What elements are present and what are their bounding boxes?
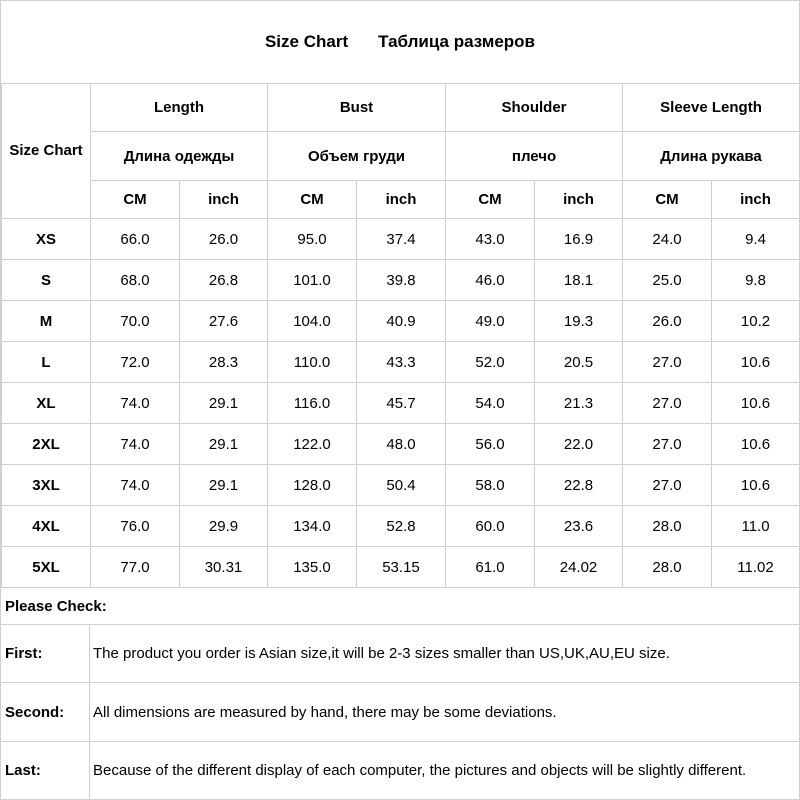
measurement-cell: 54.0 [446, 383, 535, 424]
page-title [1, 1, 799, 84]
measurement-cell: 95.0 [268, 219, 357, 260]
measurement-cell: 27.6 [180, 301, 268, 342]
measurement-cell: 26.0 [623, 301, 712, 342]
size-label: XL [2, 383, 91, 424]
measurement-cell: 28.0 [623, 506, 712, 547]
measurement-cell: 66.0 [91, 219, 180, 260]
table-row [2, 219, 800, 260]
measurement-cell: 50.4 [357, 465, 446, 506]
size-table [1, 83, 800, 588]
measurement-cell: 45.7 [357, 383, 446, 424]
measurement-cell: 10.6 [712, 424, 800, 465]
measurement-cell: 76.0 [91, 506, 180, 547]
measurement-cell: 128.0 [268, 465, 357, 506]
size-label: 3XL [2, 465, 91, 506]
measurement-cell: 18.1 [535, 260, 623, 301]
measurement-cell: 19.3 [535, 301, 623, 342]
table-row [2, 506, 800, 547]
note-text: Because of the different display of each computer, the pictures and objects will be slightly different. [93, 762, 747, 779]
measurement-cell: 27.0 [623, 465, 712, 506]
size-label: L [2, 342, 91, 383]
measurement-cell: 37.4 [357, 219, 446, 260]
measurement-cell: 49.0 [446, 301, 535, 342]
measurement-cell: 72.0 [91, 342, 180, 383]
measurement-cell: 60.0 [446, 506, 535, 547]
header-shoulder: Shoulder [446, 84, 623, 132]
note-label: Second: [1, 683, 90, 741]
notes-heading: Please Check: [1, 588, 799, 625]
header-bust-ru: Объем груди [268, 132, 446, 181]
measurement-cell: 10.6 [712, 342, 800, 383]
measurement-cell: 39.8 [357, 260, 446, 301]
measurement-cell: 11.02 [712, 547, 800, 588]
header-shoulder-ru: плечо [446, 132, 623, 181]
measurement-cell: 56.0 [446, 424, 535, 465]
unit-cm: CM [446, 181, 535, 219]
measurement-cell: 29.9 [180, 506, 268, 547]
measurement-cell: 22.0 [535, 424, 623, 465]
size-label: 4XL [2, 506, 91, 547]
measurement-cell: 101.0 [268, 260, 357, 301]
measurement-cell: 134.0 [268, 506, 357, 547]
measurement-cell: 10.2 [712, 301, 800, 342]
measurement-cell: 23.6 [535, 506, 623, 547]
measurement-cell: 53.15 [357, 547, 446, 588]
measurement-cell: 70.0 [91, 301, 180, 342]
header-row-russian [2, 132, 800, 181]
header-row-units [2, 181, 800, 219]
note-text: All dimensions are measured by hand, there may be some deviations. [93, 703, 557, 721]
corner-label: Size Chart [2, 84, 91, 219]
note-last [1, 742, 799, 799]
table-row [2, 547, 800, 588]
measurement-cell: 43.0 [446, 219, 535, 260]
measurement-cell: 10.6 [712, 465, 800, 506]
measurement-cell: 43.3 [357, 342, 446, 383]
unit-cm: CM [623, 181, 712, 219]
measurement-cell: 21.3 [535, 383, 623, 424]
measurement-cell: 40.9 [357, 301, 446, 342]
measurement-cell: 16.9 [535, 219, 623, 260]
measurement-cell: 135.0 [268, 547, 357, 588]
measurement-cell: 28.0 [623, 547, 712, 588]
measurement-cell: 61.0 [446, 547, 535, 588]
size-label: XS [2, 219, 91, 260]
notes-section [1, 588, 799, 799]
unit-inch: inch [535, 181, 623, 219]
measurement-cell: 116.0 [268, 383, 357, 424]
measurement-cell: 77.0 [91, 547, 180, 588]
size-label: 2XL [2, 424, 91, 465]
size-label: M [2, 301, 91, 342]
measurement-cell: 29.1 [180, 424, 268, 465]
unit-inch: inch [712, 181, 800, 219]
measurement-cell: 52.8 [357, 506, 446, 547]
measurement-cell: 24.02 [535, 547, 623, 588]
measurement-cell: 68.0 [91, 260, 180, 301]
measurement-cell: 27.0 [623, 424, 712, 465]
measurement-cell: 29.1 [180, 383, 268, 424]
measurement-cell: 122.0 [268, 424, 357, 465]
measurement-cell: 20.5 [535, 342, 623, 383]
unit-cm: CM [268, 181, 357, 219]
measurement-cell: 25.0 [623, 260, 712, 301]
measurement-cell: 11.0 [712, 506, 800, 547]
measurement-cell: 22.8 [535, 465, 623, 506]
note-first [1, 625, 799, 683]
measurement-cell: 74.0 [91, 424, 180, 465]
measurement-cell: 29.1 [180, 465, 268, 506]
table-row [2, 383, 800, 424]
measurement-cell: 48.0 [357, 424, 446, 465]
note-text: The product you order is Asian size,it will be 2-3 sizes smaller than US,UK,AU,EU size. [93, 645, 670, 662]
note-label: Last: [1, 742, 90, 799]
measurement-cell: 26.0 [180, 219, 268, 260]
table-row [2, 424, 800, 465]
size-label: 5XL [2, 547, 91, 588]
measurement-cell: 9.8 [712, 260, 800, 301]
header-length: Length [91, 84, 268, 132]
measurement-cell: 26.8 [180, 260, 268, 301]
measurement-cell: 74.0 [91, 465, 180, 506]
measurement-cell: 58.0 [446, 465, 535, 506]
unit-cm: CM [91, 181, 180, 219]
size-label: S [2, 260, 91, 301]
header-length-ru: Длина одежды [91, 132, 268, 181]
table-row [2, 301, 800, 342]
title-english: Size Chart [264, 32, 349, 51]
header-sleeve-length-ru: Длина рукава [623, 132, 800, 181]
measurement-cell: 46.0 [446, 260, 535, 301]
measurement-cell: 110.0 [268, 342, 357, 383]
measurement-cell: 74.0 [91, 383, 180, 424]
title-russian: Таблица размеров [378, 32, 536, 51]
measurement-cell: 104.0 [268, 301, 357, 342]
table-row [2, 465, 800, 506]
measurement-cell: 9.4 [712, 219, 800, 260]
measurement-cell: 30.31 [180, 547, 268, 588]
measurement-cell: 27.0 [623, 342, 712, 383]
header-sleeve-length: Sleeve Length [623, 84, 800, 132]
header-bust: Bust [268, 84, 446, 132]
unit-inch: inch [180, 181, 268, 219]
measurement-cell: 10.6 [712, 383, 800, 424]
table-row [2, 260, 800, 301]
table-row [2, 342, 800, 383]
unit-inch: inch [357, 181, 446, 219]
measurement-cell: 28.3 [180, 342, 268, 383]
note-label: First: [1, 625, 90, 682]
measurement-cell: 24.0 [623, 219, 712, 260]
header-row-english [2, 84, 800, 132]
note-second [1, 683, 799, 742]
measurement-cell: 27.0 [623, 383, 712, 424]
measurement-cell: 52.0 [446, 342, 535, 383]
